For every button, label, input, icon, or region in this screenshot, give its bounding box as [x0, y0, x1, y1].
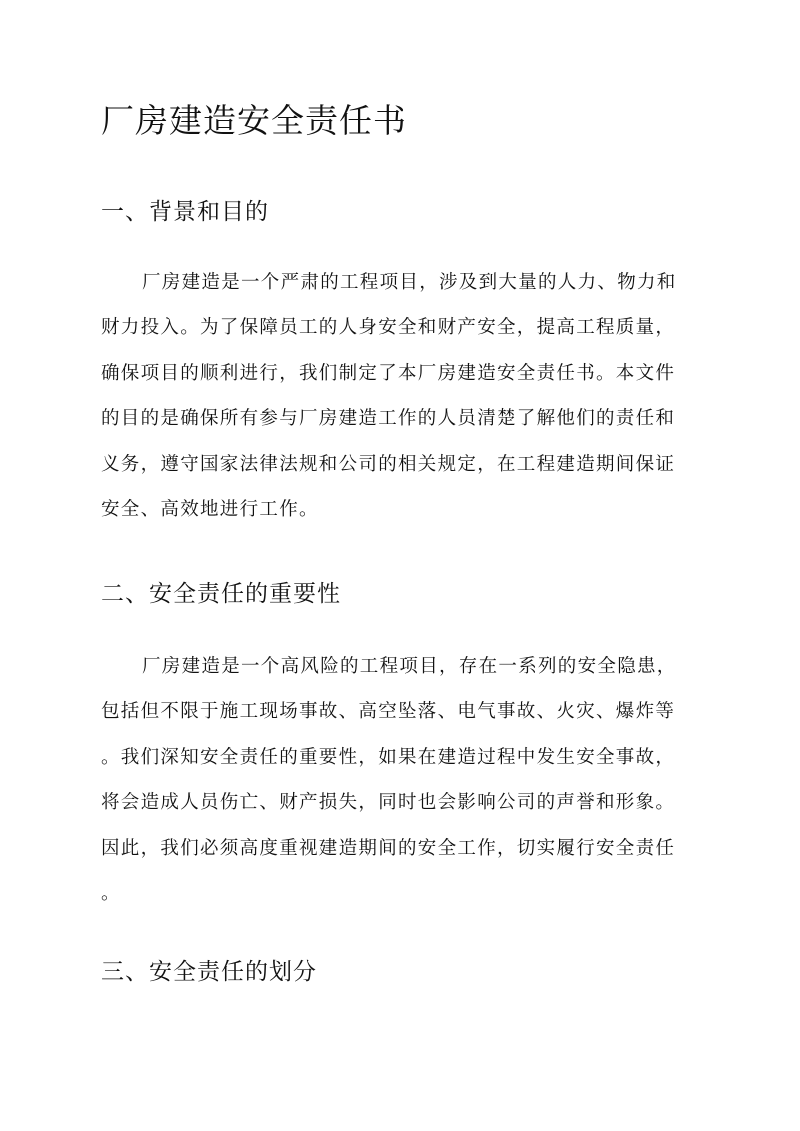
paragraph-line: 包括但不限于施工现场事故、高空坠落、电气事故、火灾、爆炸等 — [101, 701, 676, 723]
paragraph-line: 确保项目的顺利进行，我们制定了本厂房建造安全责任书。本文件 — [101, 362, 676, 384]
paragraph-line: 财力投入。为了保障员工的人身安全和财产安全，提高工程质量， — [101, 317, 676, 339]
document-title: 厂房建造安全责任书 — [101, 101, 407, 140]
paragraph-line: 因此，我们必须高度重视建造期间的安全工作，切实履行安全责任 — [101, 837, 676, 859]
section-heading-background: 一、背景和目的 — [101, 199, 269, 225]
paragraph-line: 厂房建造是一个高风险的工程项目，存在一系列的安全隐患， — [142, 656, 677, 677]
paragraph-line: 义务，遵守国家法律法规和公司的相关规定，在工程建造期间保证 — [101, 453, 676, 475]
section-heading-importance: 二、安全责任的重要性 — [101, 581, 341, 607]
paragraph-line: 。我们深知安全责任的重要性，如果在建造过程中发生安全事故， — [101, 746, 676, 768]
paragraph-line: 厂房建造是一个严肃的工程项目，涉及到大量的人力、物力和 — [142, 272, 677, 293]
section-heading-division: 三、安全责任的划分 — [101, 959, 317, 985]
paragraph-line: 将会造成人员伤亡、财产损失，同时也会影响公司的声誉和形象。 — [101, 792, 676, 814]
paragraph-line: 。 — [101, 882, 121, 904]
paragraph-importance — [101, 644, 677, 916]
paragraph-background — [101, 260, 677, 532]
paragraph-line: 安全、高效地进行工作。 — [101, 498, 319, 520]
paragraph-line: 的目的是确保所有参与厂房建造工作的人员清楚了解他们的责任和 — [101, 408, 676, 430]
